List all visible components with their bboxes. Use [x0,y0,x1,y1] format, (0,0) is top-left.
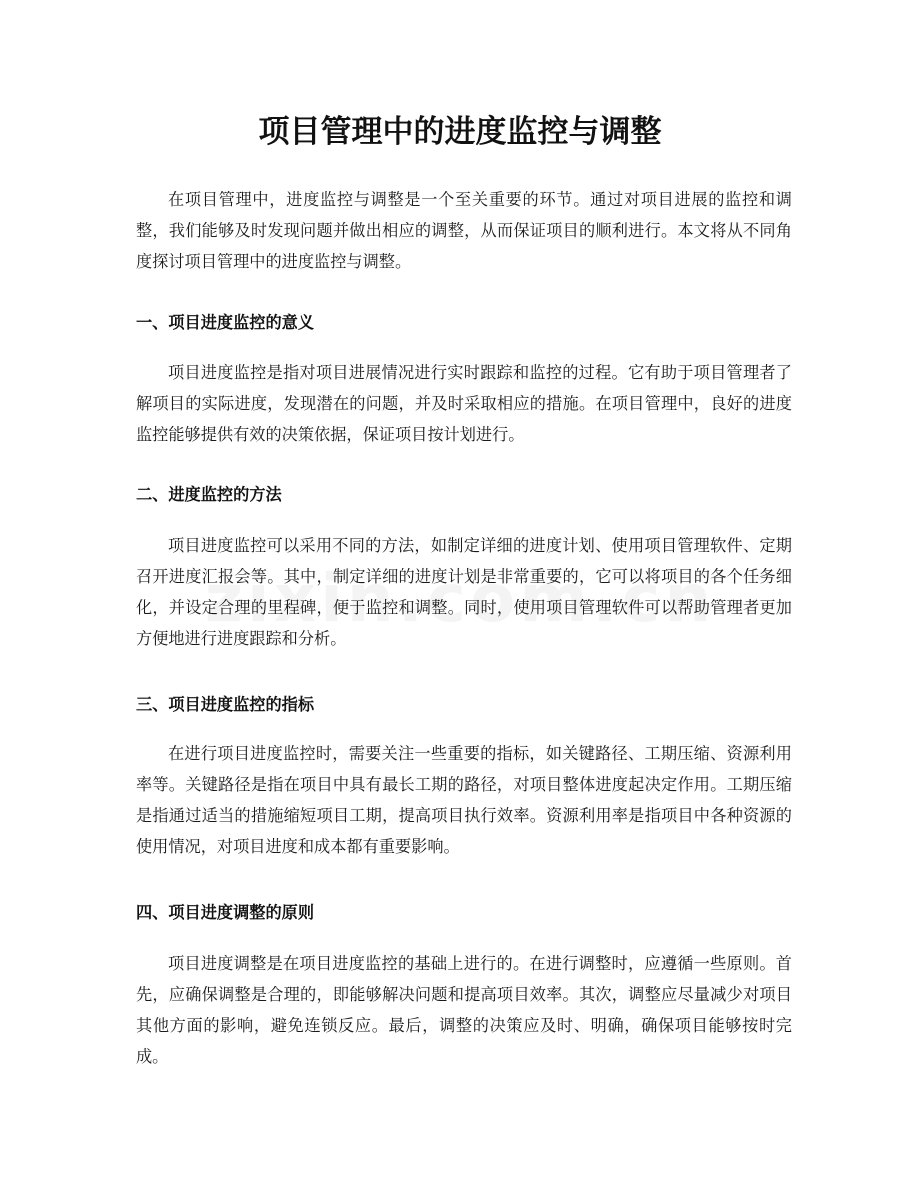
document-title: 项目管理中的进度监控与调整 [258,114,662,150]
section-body-4: 项目进度调整是在项目进度监控的基础上进行的。在进行调整时，应遵循一些原则。首先，应确保调整是合理的，即能够解决问题和提高项目效率。其次，调整应尽量减少对项目其他方面的影响，避免连锁反应。最后，调整的决策应及时、明确，确保项目能够按时完成。 [136,954,792,1066]
section-heading-2: 二、进度监控的方法 [136,485,282,504]
section-heading-4: 四、项目进度调整的原则 [136,903,315,922]
section-body-2: 项目进度监控可以采用不同的方法，如制定详细的进度计划、使用项目管理软件、定期召开进度汇报会等。其中，制定详细的进度计划是非常重要的，它可以将项目的各个任务细化，并设定合理的里程碑，便于监控和调整。同时，使用项目管理软件可以帮助管理者更加方便地进行进度跟踪和分析。 [136,536,792,648]
section-heading-3: 三、项目进度监控的指标 [136,695,315,714]
section-heading-1: 一、项目进度监控的意义 [136,313,315,332]
intro-paragraph: 在项目管理中，进度监控与调整是一个至关重要的环节。通过对项目进展的监控和调整，我们能够及时发现问题并做出相应的调整，从而保证项目的顺利进行。本文将从不同角度探讨项目管理中的进度监控与调整。 [136,190,792,271]
section-body-1: 项目进度监控是指对项目进展情况进行实时跟踪和监控的过程。它有助于项目管理者了解项目的实际进度，发现潜在的问题，并及时采取相应的措施。在项目管理中，良好的进度监控能够提供有效的决策依据，保证项目按计划进行。 [136,363,792,444]
section-body-3: 在进行项目进度监控时，需要关注一些重要的指标，如关键路径、工期压缩、资源利用率等。关键路径是指在项目中具有最长工期的路径，对项目整体进度起决定作用。工期压缩是指通过适当的措施缩短项目工期，提高项目执行效率。资源利用率是指项目中各种资源的使用情况，对项目进度和成本都有重要影响。 [136,744,792,856]
